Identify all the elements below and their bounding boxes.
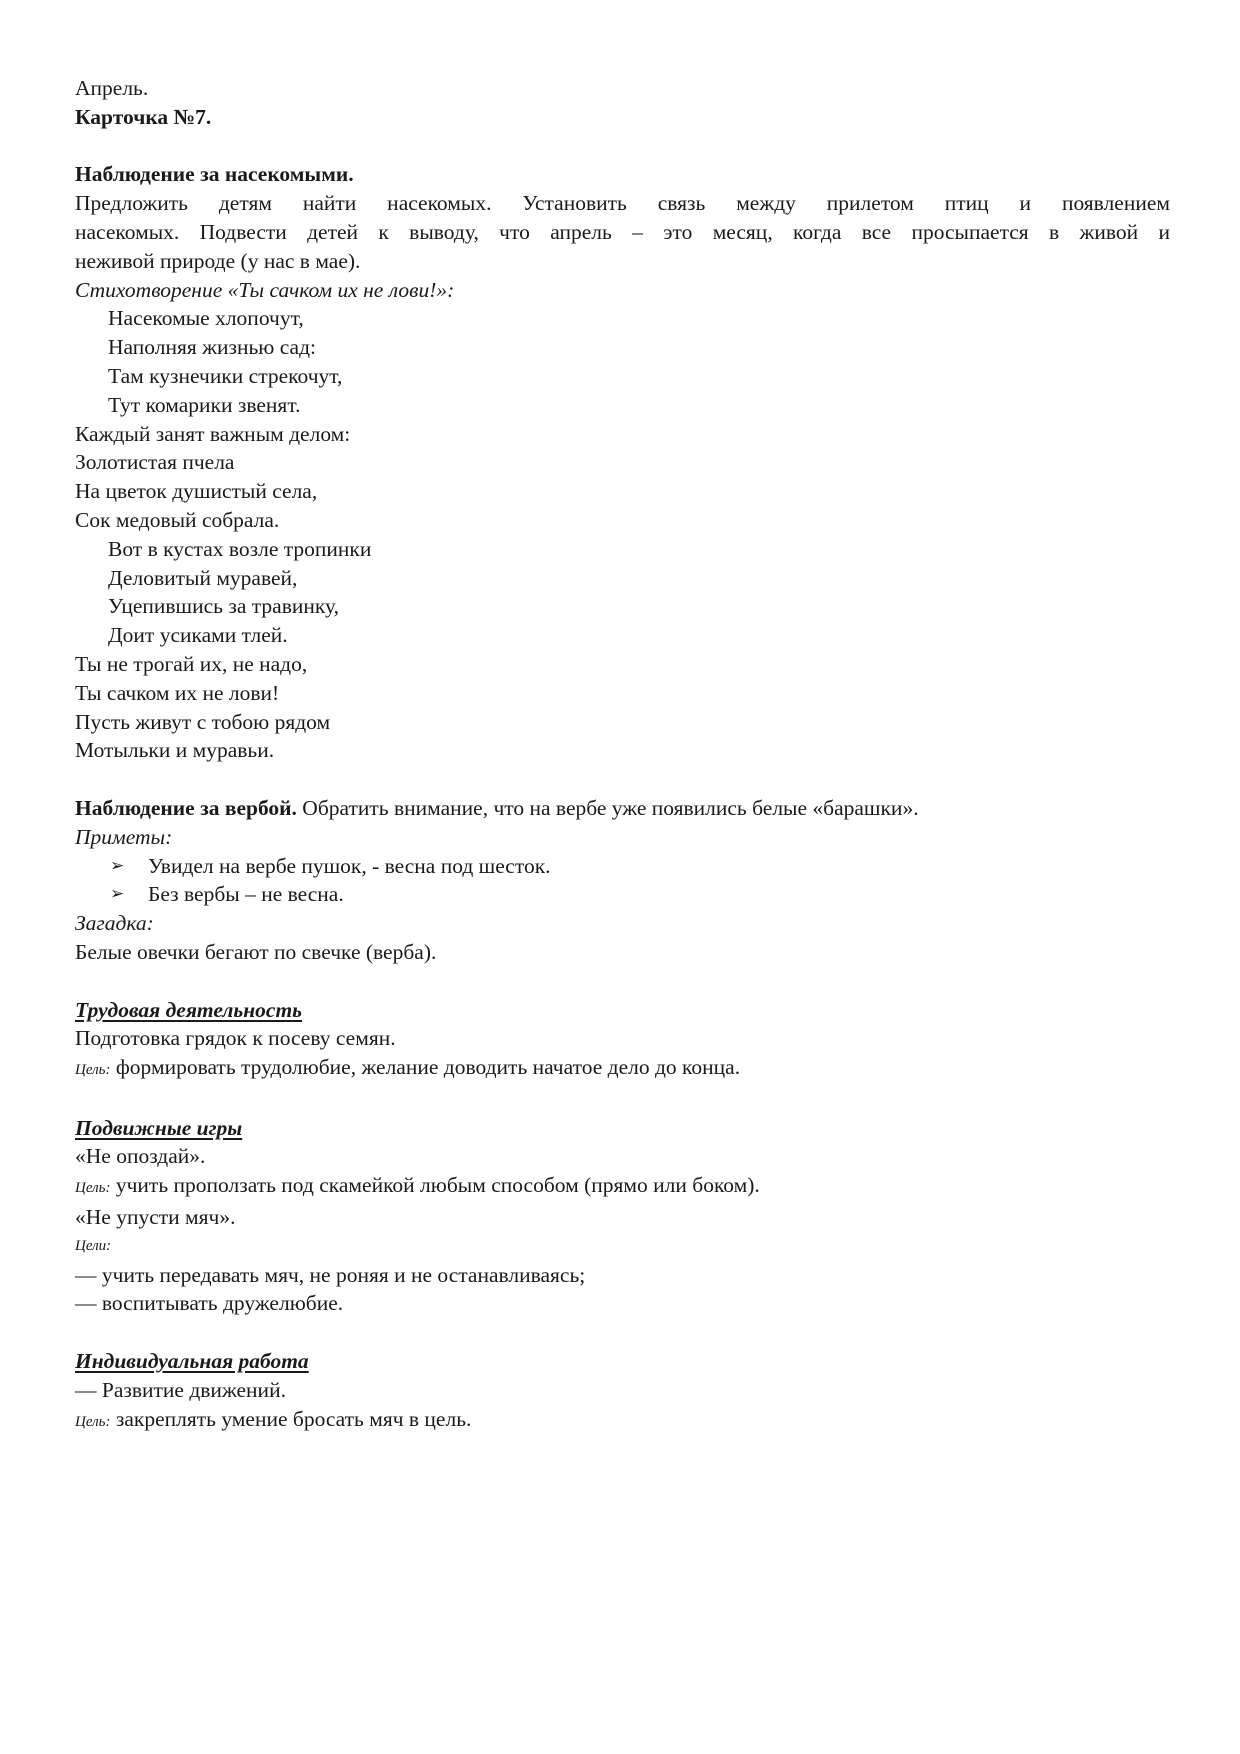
sign-item [75, 880, 1170, 909]
goal-text: формировать трудолюбие, желание доводить начатое дело до конца. [110, 1055, 741, 1080]
signs-label: Приметы: [75, 824, 173, 849]
goals-label: Цели: [75, 1237, 112, 1254]
arrow-bullet-icon: ➢ [110, 884, 125, 904]
individual-goal [75, 1405, 1170, 1437]
individual-heading: Индивидуальная работа [75, 1349, 309, 1374]
document-page [75, 74, 1170, 1436]
sign-text: Увидел на вербе пушок, - весна под шесток. [148, 853, 551, 878]
goal-item: — учить передавать мяч, не роняя и не останавливаясь; [75, 1262, 586, 1287]
poem-line: Ты не трогай их, не надо, [75, 651, 308, 676]
individual-task: — Развитие движений. [75, 1377, 286, 1402]
goal-item: — воспитывать дружелюбие. [75, 1291, 344, 1316]
poem-line: Там кузнечики стрекочут, [108, 363, 343, 388]
goal-text: закреплять умение бросать мяч в цель. [110, 1406, 472, 1431]
spacer [75, 1085, 1170, 1114]
spacer [75, 1318, 1170, 1347]
goal-label: Цель: [75, 1180, 111, 1197]
insects-paragraph-line: неживой природе (у нас в мае). [75, 248, 361, 273]
games-heading: Подвижные игры [75, 1115, 243, 1140]
poem-line: Каждый занят важным делом: [75, 421, 351, 446]
insects-paragraph-line: Предложить детям найти насекомых. Установить связь между прилетом птиц и появлением [75, 191, 1170, 216]
poem-line: Мотыльки и муравьи. [75, 738, 275, 763]
labor-heading: Трудовая деятельность [75, 997, 302, 1022]
riddle-text: Белые овечки бегают по свечке (верба). [75, 939, 437, 964]
poem-line: Золотистая пчела [75, 450, 235, 475]
poem-line: Насекомые хлопочут, [108, 306, 304, 331]
poem-line: Наполняя жизнью сад: [108, 335, 317, 360]
game-title: «Не опоздай». [75, 1144, 206, 1169]
arrow-bullet-icon: ➢ [110, 855, 125, 875]
poem-line: Вот в кустах возле тропинки [108, 536, 372, 561]
poem-line: Сок медовый собрала. [75, 507, 280, 532]
insects-heading: Наблюдение за насекомыми. [75, 162, 354, 187]
goal-label: Цель: [75, 1413, 111, 1430]
poem-line: Деловитый муравей, [108, 565, 298, 590]
poem-line: Тут комарики звенят. [108, 392, 301, 417]
month-label: Апрель. [75, 76, 149, 100]
sign-item [75, 852, 1170, 881]
insects-paragraph-line: насекомых. Подвести детей к выводу, что апрель – это месяц, когда все просыпается в живой и [75, 219, 1170, 244]
poem-line: Уцепившись за травинку, [108, 594, 339, 619]
labor-task: Подготовка грядок к посеву семян. [75, 1026, 396, 1051]
spacer [75, 967, 1170, 996]
spacer [75, 765, 1170, 794]
goal-text: учить проползать под скамейкой любым способом (прямо или боком). [110, 1173, 760, 1198]
poem-line: Пусть живут с тобою рядом [75, 709, 331, 734]
poem-title: Стихотворение «Ты сачком их не лови!»: [75, 277, 455, 302]
game-goal [75, 1171, 1170, 1203]
willow-heading: Наблюдение за вербой. [75, 795, 297, 820]
sign-text: Без вербы – не весна. [148, 882, 344, 907]
card-title: Карточка №7. [75, 104, 212, 129]
goal-label: Цель: [75, 1062, 111, 1079]
game-title: «Не упусти мяч». [75, 1205, 236, 1230]
poem-line: На цветок душистый села, [75, 479, 318, 504]
poem-line: Доит усиками тлей. [108, 623, 288, 648]
poem [75, 304, 1170, 765]
spacer [75, 132, 1170, 161]
willow-text: Обратить внимание, что на вербе уже появились белые «барашки». [296, 795, 919, 820]
poem-line: Ты сачком их не лови! [75, 680, 280, 705]
labor-goal [75, 1053, 1170, 1085]
willow-paragraph [75, 794, 1170, 823]
riddle-label: Загадка: [75, 911, 154, 936]
